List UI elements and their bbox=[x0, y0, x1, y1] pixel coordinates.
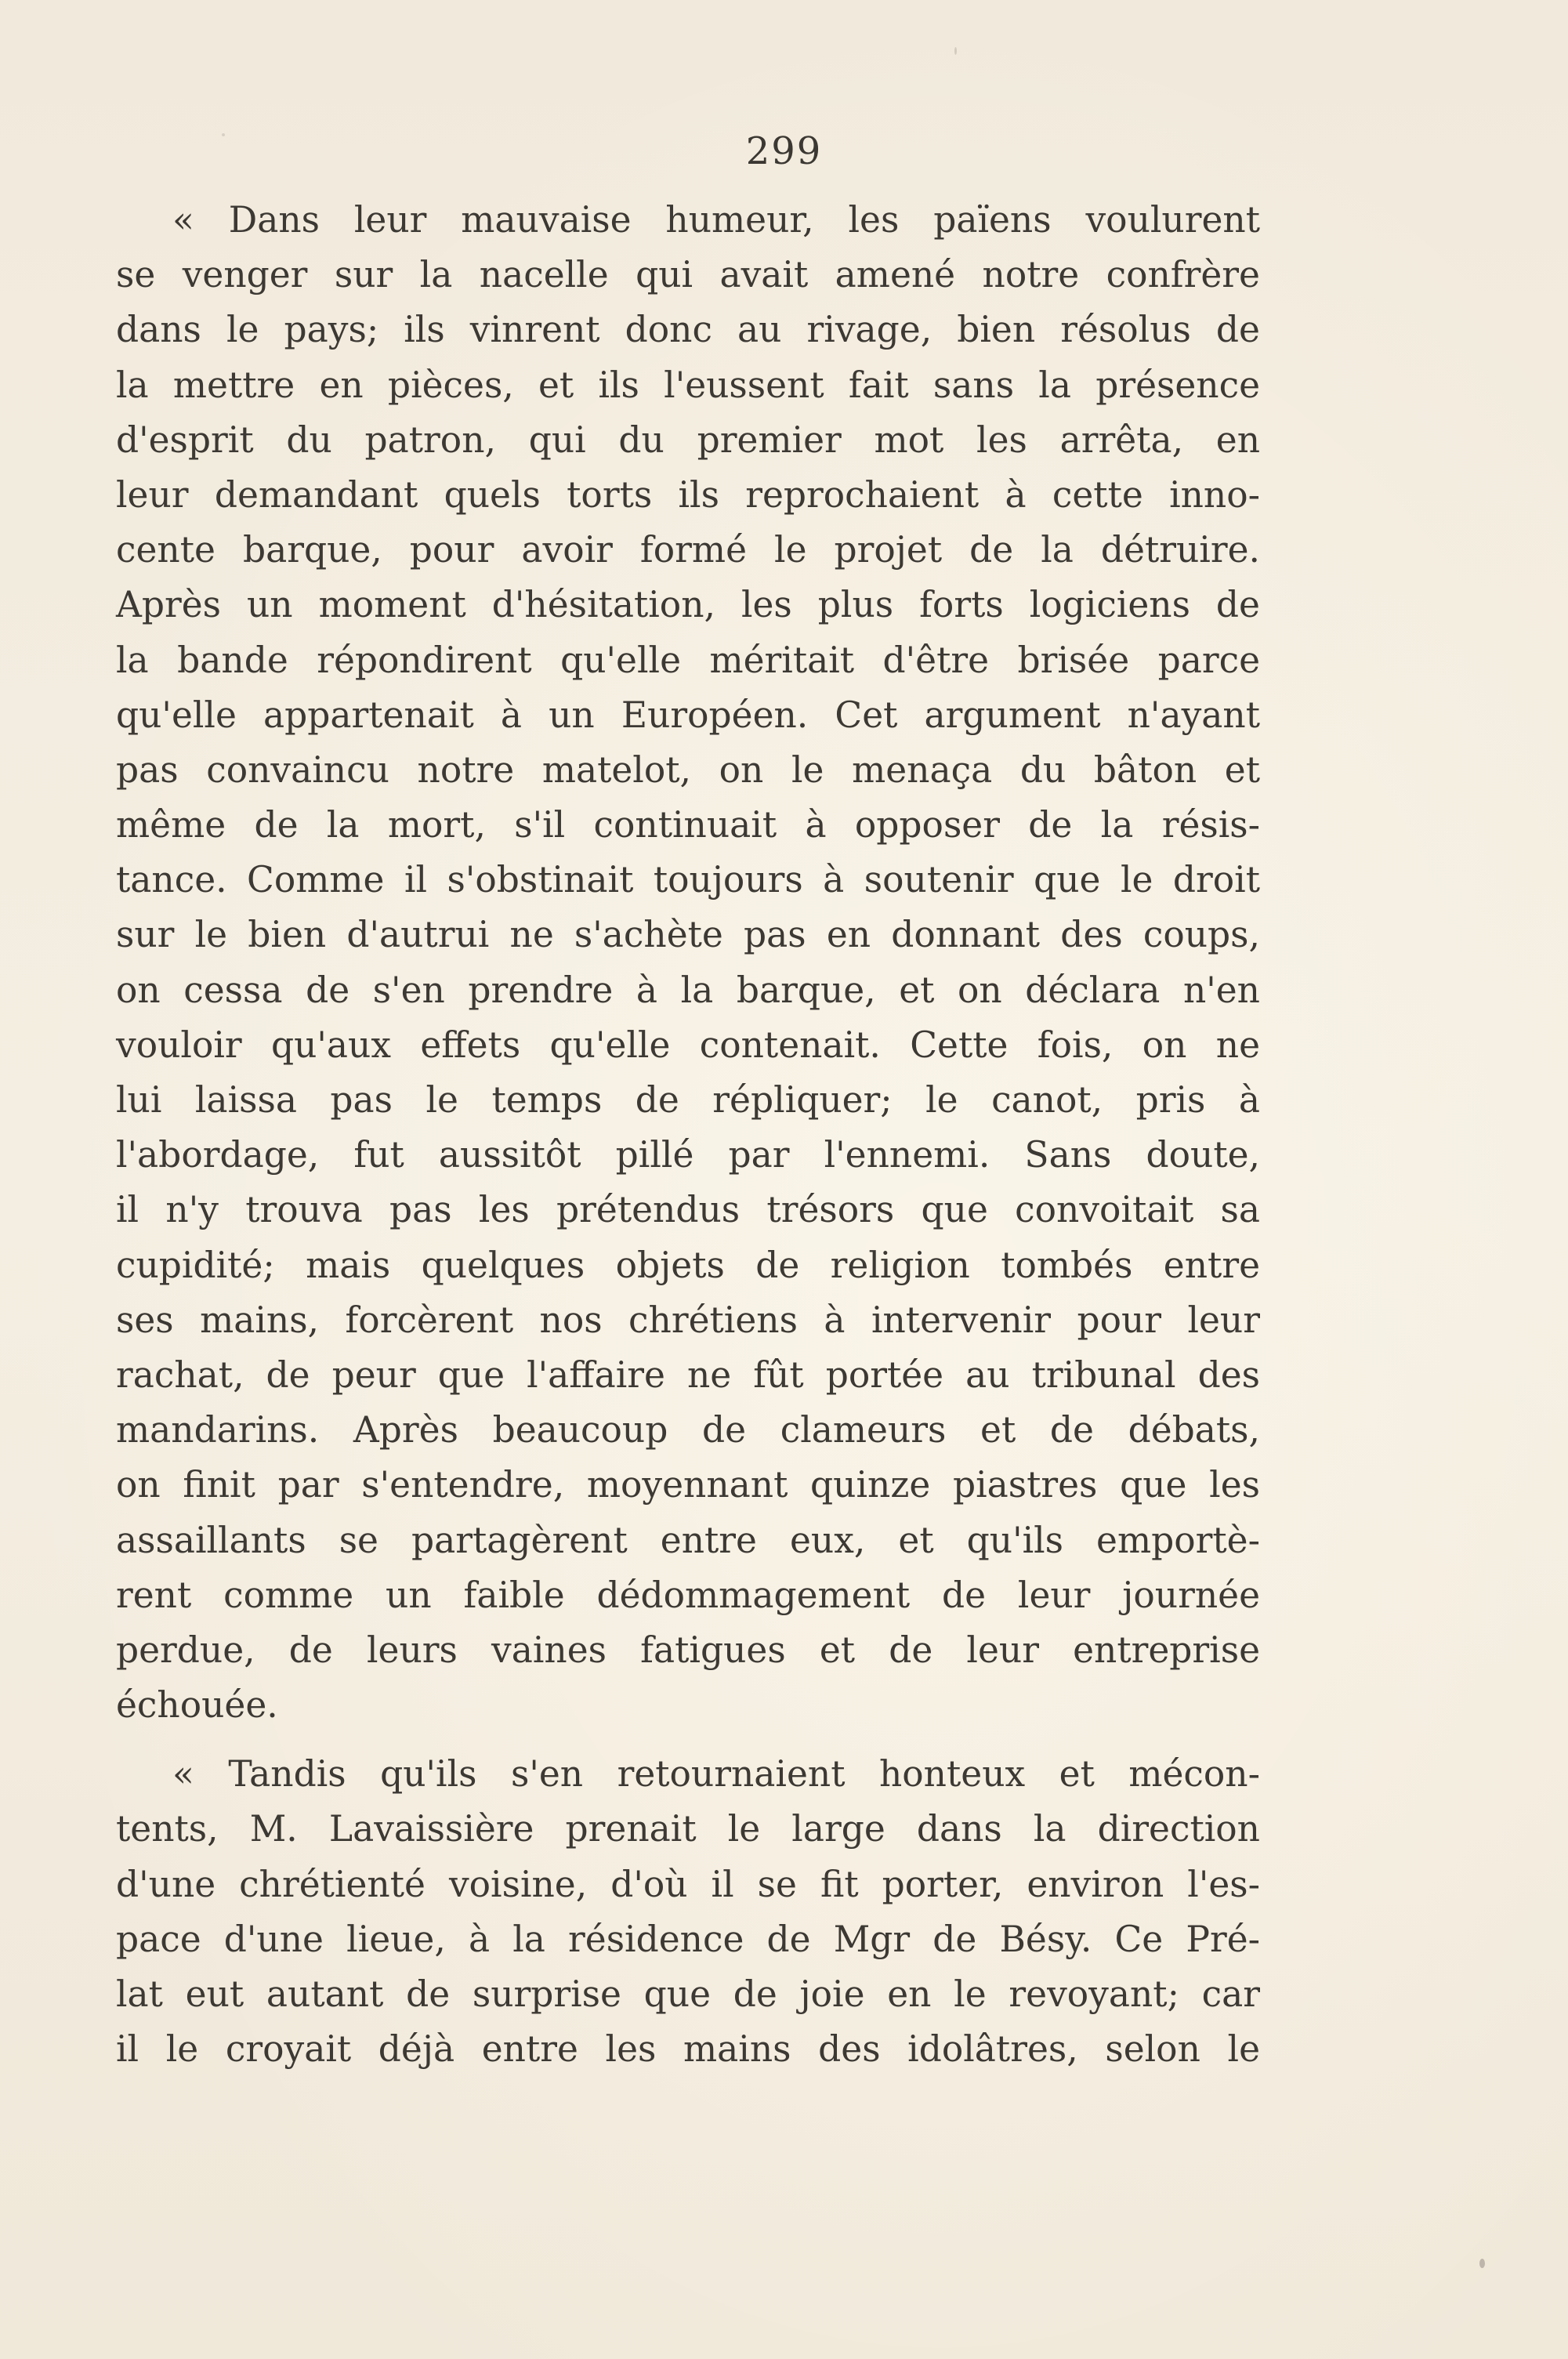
text-line: rent comme un faible dédommagement de leur journée bbox=[116, 1574, 1260, 1616]
paper-speck bbox=[1479, 2259, 1485, 2268]
text-line: cupidité; mais quelques objets de religion tombés entre bbox=[116, 1244, 1260, 1286]
text-line: vouloir qu'aux effets qu'elle contenait. Cette fois, on ne bbox=[116, 1024, 1260, 1066]
text-line: d'esprit du patron, qui du premier mot les arrêta, en bbox=[116, 419, 1260, 461]
paragraph bbox=[116, 193, 1260, 1733]
page-number: 299 bbox=[745, 129, 823, 173]
paragraph-gap bbox=[116, 1733, 1260, 1747]
text-line: leur demandant quels torts ils reprochaient à cette inno- bbox=[116, 473, 1260, 516]
body-text bbox=[116, 193, 1260, 2077]
text-line: échouée. bbox=[116, 1684, 278, 1727]
text-line: tents, M. Lavaissière prenait le large dans la direction bbox=[116, 1808, 1260, 1850]
text-line: la mettre en pièces, et ils l'eussent fait sans la présence bbox=[116, 364, 1260, 406]
text-line: il n'y trouva pas les prétendus trésors que convoitait sa bbox=[116, 1189, 1260, 1231]
text-line: tance. Comme il s'obstinait toujours à soutenir que le droit bbox=[116, 859, 1260, 901]
text-line: la bande répondirent qu'elle méritait d'être brisée parce bbox=[116, 639, 1260, 681]
text-line: pace d'une lieue, à la résidence de Mgr de Bésy. Ce Pré- bbox=[116, 1918, 1260, 1960]
text-line: « Tandis qu'ils s'en retournaient honteux et mécon- bbox=[172, 1753, 1260, 1796]
text-line: dans le pays; ils vinrent donc au rivage, bien résolus de bbox=[116, 309, 1260, 351]
text-line: Après un moment d'hésitation, les plus forts logiciens de bbox=[116, 584, 1260, 626]
text-line: on cessa de s'en prendre à la barque, et on déclara n'en bbox=[116, 969, 1260, 1011]
text-line: cente barque, pour avoir formé le projet de la détruire. bbox=[116, 529, 1260, 571]
text-line: mandarins. Après beaucoup de clameurs et de débats, bbox=[116, 1409, 1260, 1451]
text-line: sur le bien d'autrui ne s'achète pas en donnant des coups, bbox=[116, 914, 1260, 956]
paper-speck bbox=[222, 133, 225, 136]
text-line: rachat, de peur que l'affaire ne fût portée au tribunal des bbox=[116, 1353, 1260, 1396]
text-line: perdue, de leurs vaines fatigues et de leur entreprise bbox=[116, 1629, 1260, 1671]
text-line: lui laissa pas le temps de répliquer; le canot, pris à bbox=[116, 1079, 1260, 1121]
text-line: il le croyait déjà entre les mains des idolâtres, selon le bbox=[116, 2028, 1260, 2071]
text-line: pas convaincu notre matelot, on le menaça du bâton et bbox=[116, 748, 1260, 791]
text-line: se venger sur la nacelle qui avait amené notre confrère bbox=[116, 254, 1260, 296]
text-line: d'une chrétienté voisine, d'où il se fit porter, environ l'es- bbox=[116, 1863, 1260, 1905]
text-line: assaillants se partagèrent entre eux, et qu'ils emportè- bbox=[116, 1519, 1260, 1561]
text-line: « Dans leur mauvaise humeur, les païens voulurent bbox=[172, 199, 1260, 241]
text-line: ses mains, forcèrent nos chrétiens à intervenir pour leur bbox=[116, 1299, 1260, 1341]
text-line: lat eut autant de surprise que de joie en le revoyant; car bbox=[116, 1973, 1260, 2015]
paragraph bbox=[116, 1747, 1260, 2077]
text-line: même de la mort, s'il continuait à opposer de la résis- bbox=[116, 804, 1260, 846]
text-line: on finit par s'entendre, moyennant quinze piastres que les bbox=[116, 1464, 1260, 1506]
text-line: l'abordage, fut aussitôt pillé par l'ennemi. Sans doute, bbox=[116, 1134, 1260, 1176]
paper-speck bbox=[954, 47, 957, 55]
text-line: qu'elle appartenait à un Européen. Cet argument n'ayant bbox=[116, 694, 1260, 736]
